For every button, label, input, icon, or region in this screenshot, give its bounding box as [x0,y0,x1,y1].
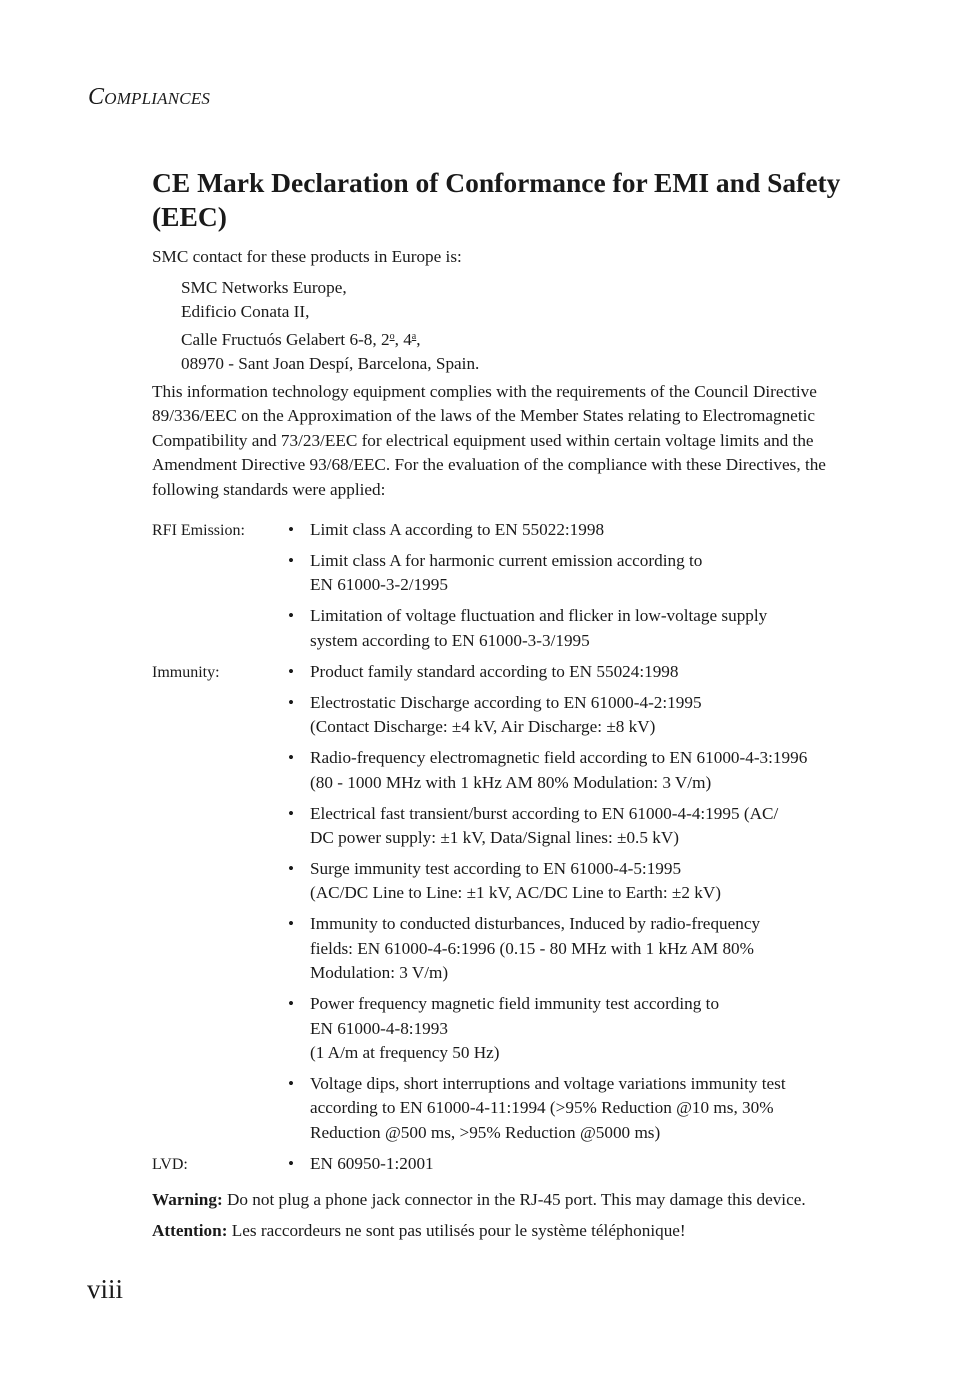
standard-item-line: Reduction @500 ms, >95% Reduction @5000 ms) [310,1122,661,1142]
attention-label: Attention: [152,1221,228,1240]
address-line-3-end: , [416,329,421,349]
standard-item [288,604,852,653]
standard-item [288,857,852,906]
address-line: Edificio Conata II, [181,302,310,322]
intro-text: SMC contact for these products in Europe is: [152,247,462,266]
bullet-icon: • [288,551,295,570]
attention-text: Les raccordeurs ne sont pas utilisés pour le système téléphonique! [231,1221,686,1240]
bullet-icon: • [288,803,295,823]
standard-item-text [310,857,852,906]
standard-item-text [310,912,852,985]
standard-item-line: EN 61000-3-2/1995 [310,575,448,595]
standard-item-text [310,604,852,653]
standard-item-text [310,518,852,542]
standard-item-text [310,691,852,740]
address-line: 08970 - Sant Joan Despí, Barcelona, Spain. [181,354,480,374]
standard-item-line: EN 61000-4-8:1993 [310,1018,448,1038]
standard-item-line: Voltage dips, short interruptions and voltage variations immunity test [310,1074,786,1094]
standard-item-line: (1 A/m at frequency 50 Hz) [310,1043,500,1063]
page-number: viii [87,1274,124,1304]
standard-item-line: DC power supply: ±1 kV, Data/Signal lines: ±0.5 kV) [310,828,679,848]
bullet-icon: • [288,520,295,539]
standard-item-line: Modulation: 3 V/m) [310,963,449,983]
standard-item-line: Limit class A according to EN 55022:1998 [310,520,605,539]
standard-item-line: Electrostatic Discharge according to EN 61000-4-2:1995 [310,692,702,712]
standard-item-line: fields: EN 61000-4-6:1996 (0.15 - 80 MHz with 1 kHz AM 80% [310,938,754,958]
standard-item [288,1072,852,1145]
standard-item-line: Product family standard according to EN 55024:1998 [310,661,679,681]
standards-group [152,1152,852,1183]
bullet-icon: • [288,1153,295,1173]
standard-item [288,1152,852,1176]
address-line [181,325,479,352]
address-line-3-mid: , 4 [394,329,412,349]
standard-item [288,746,852,795]
standards-items [288,1152,852,1183]
standard-item-line: (AC/DC Line to Line: ±1 kV, AC/DC Line to Earth: ±2 kV) [310,883,721,903]
running-header-rest: OMPLIANCES [104,89,211,108]
contact-address [181,276,479,377]
standard-item [288,912,852,985]
standard-item-line: system according to EN 61000-3-3/1995 [310,630,590,650]
warning-label: Warning: [152,1190,223,1209]
standard-item-line: Limit class A for harmonic current emission according to [310,551,703,570]
standards-list [152,518,852,1183]
standards-group [152,518,852,660]
standard-item-text [310,549,852,598]
standard-item-line: Electrical fast transient/burst according to EN 61000-4-4:1995 (AC/ [310,803,779,823]
standard-item-line: (Contact Discharge: ±4 kV, Air Discharge: ±8 kV) [310,717,656,737]
standard-item [288,518,852,542]
compliance-paragraph: This information technology equipment complies with the requirements of the Council Directive 89/336/EEC on the Approximation of the laws of the Member States relating to Electromagnetic Compatibility and 73/23/EEC for electrical equipment used within certain voltage limits and the Amendment Directive 93/68/EEC. For the evaluation of the compliance with these Directives, the following standards were applied: [152,382,826,499]
standard-item [288,992,852,1065]
bullet-icon: • [288,606,295,626]
standard-item-line: Power frequency magnetic field immunity test according to [310,994,720,1014]
standard-item-line: EN 60950-1:2001 [310,1153,434,1173]
standard-item [288,660,852,684]
ordinal-mark: a [411,330,417,342]
standards-group-label: Immunity: [152,663,220,681]
standard-item [288,549,852,598]
standards-group-label: RFI Emission: [152,522,245,539]
bullet-icon: • [288,914,295,934]
standard-item [288,691,852,740]
standards-items [288,518,852,660]
running-header-initial: C [88,84,105,110]
warning-text: Do not plug a phone jack connector in the RJ-45 port. This may damage this device. [226,1190,806,1209]
standard-item-text [310,802,852,851]
standard-item-line: Surge immunity test according to EN 61000-4-5:1995 [310,859,682,879]
bullet-icon: • [288,994,295,1014]
ordinal-mark: o [389,330,395,342]
standard-item-text [310,660,852,684]
standard-item-line: Limitation of voltage fluctuation and flicker in low-voltage supply [310,606,768,626]
bullet-icon: • [288,692,295,712]
standards-group [152,660,852,1152]
attention-notice [152,1219,872,1243]
bullet-icon: • [288,1074,295,1094]
standard-item-line: Radio-frequency electromagnetic field according to EN 61000-4-3:1996 [310,748,808,768]
standard-item-text [310,1072,852,1145]
standard-item-line: Immunity to conducted disturbances, Induced by radio-frequency [310,914,761,934]
standard-item-text [310,1152,852,1176]
standard-item-line: (80 - 1000 MHz with 1 kHz AM 80% Modulation: 3 V/m) [310,772,712,792]
bullet-icon: • [288,859,295,879]
section-title: CE Mark Declaration of Conformance for EMI and Safety (EEC) [152,167,841,232]
warning-notice [152,1188,872,1212]
running-header [88,84,210,111]
bullet-icon: • [288,661,295,681]
standards-group-label: LVD: [152,1155,188,1173]
standard-item-line: according to EN 61000-4-11:1994 (>95% Reduction @10 ms, 30% [310,1098,774,1118]
address-line: SMC Networks Europe, [181,278,347,297]
address-line-3-start: Calle Fructuós Gelabert 6-8, 2 [181,329,390,349]
standard-item [288,802,852,851]
bullet-icon: • [288,748,295,768]
standard-item-text [310,746,852,795]
standards-items [288,660,852,1152]
standard-item-text [310,992,852,1065]
